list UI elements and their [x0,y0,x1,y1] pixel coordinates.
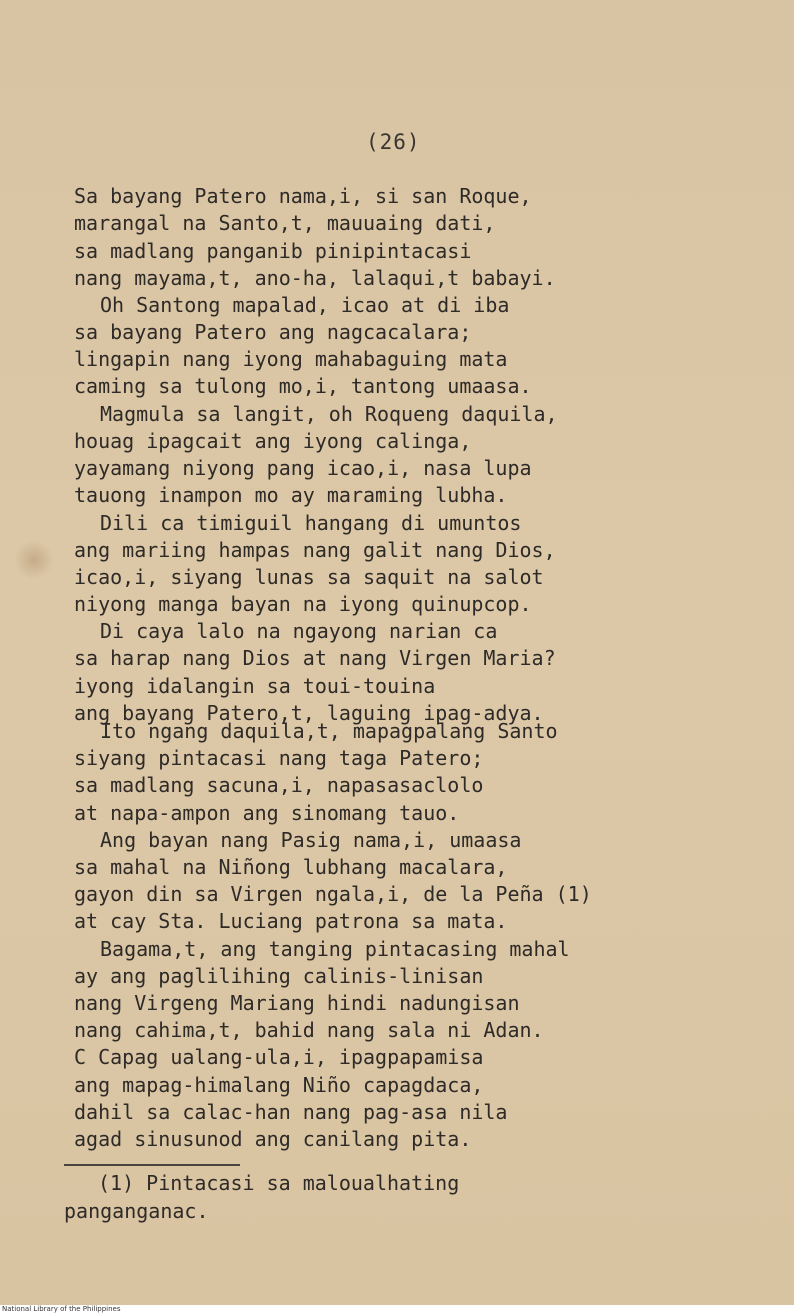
poem-line: sa harap nang Dios at nang Virgen Maria? [74,646,556,670]
poem-line: ang mariing hampas nang galit nang Dios, [74,538,556,562]
poem-line: sa madlang sacuna,i, napasasaclolo [74,773,484,798]
poem-line: agad sinusunod ang canilang pita. [74,1127,472,1151]
poem-line: houag ipagcait ang iyong calinga, [74,429,472,453]
poem-line: dahil sa calac-han nang pag-asa nila [74,1099,508,1124]
poem-line: yayamang niyong pang icao,i, nasa lupa [74,456,532,480]
poem-line: at napa-ampon ang sinomang tauo. [74,800,460,825]
poem-line: caming sa tulong mo,i, tantong umaasa. [74,374,532,398]
poem-line: ang bayang Patero,t, laguing ipag-adya. [74,701,544,725]
poem-line: Magmula sa langit, oh Roqueng daquila, [100,402,558,426]
poem-line: ay ang paglilihing calinis-linisan [74,963,484,988]
poem-line: marangal na Santo,t, mauuaing dati, [74,211,496,235]
poem-line: lingapin nang iyong mahabaguing mata [74,347,508,371]
poem-line: nang cahima,t, bahid nang sala ni Adan. [74,1018,544,1043]
paper-stain [14,540,54,580]
poem-line: Ito ngang daquila,t, mapagpalang Santo [100,719,558,743]
footnote-rule [64,1164,240,1166]
poem-line: sa bayang Patero ang nagcacalara; [74,320,472,344]
poem-line: ang mapag-himalang Niño capagdaca, [74,1072,484,1097]
page-number: (26) [366,130,421,154]
footnote-line: panganganac. [64,1199,209,1223]
poem-line: Sa bayang Patero nama,i, si san Roque, [74,184,532,208]
poem-line: sa mahal na Niñong lubhang macalara, [74,855,508,879]
poem-line: Oh Santong mapalad, icao at di iba [100,293,510,317]
poem-line: nang mayama,t, ano-ha, lalaqui,t babayi. [74,266,556,290]
poem-line: Ang bayan nang Pasig nama,i, umaasa [100,827,522,852]
poem-line: icao,i, siyang lunas sa saquit na salot [74,565,544,589]
poem-line: sa madlang panganib pinipintacasi [74,239,472,263]
poem-line: Di caya lalo na ngayong narian ca [100,619,498,643]
footnote-line: (1) Pintacasi sa maloualhating [98,1171,460,1195]
library-credit: National Library of the Philippines [0,1305,794,1313]
poem-line: siyang pintacasi nang taga Patero; [74,746,484,771]
poem-line: niyong manga bayan na iyong quinupcop. [74,592,532,616]
poem-line: C Capag ualang-ula,i, ipagpapamisa [74,1045,484,1070]
poem-line: gayon din sa Virgen ngala,i, de la Peña (1) [74,882,592,907]
poem-line: Bagama,t, ang tanging pintacasing mahal [100,936,570,961]
poem-line: at cay Sta. Luciang patrona sa mata. [74,909,508,934]
poem-line: nang Virgeng Mariang hindi nadungisan [74,991,520,1015]
poem-line: iyong idalangin sa toui-touina [74,674,436,698]
poem-line: tauong inampon mo ay maraming lubha. [74,483,508,507]
poem-line: Dili ca timiguil hangang di umuntos [100,511,522,535]
